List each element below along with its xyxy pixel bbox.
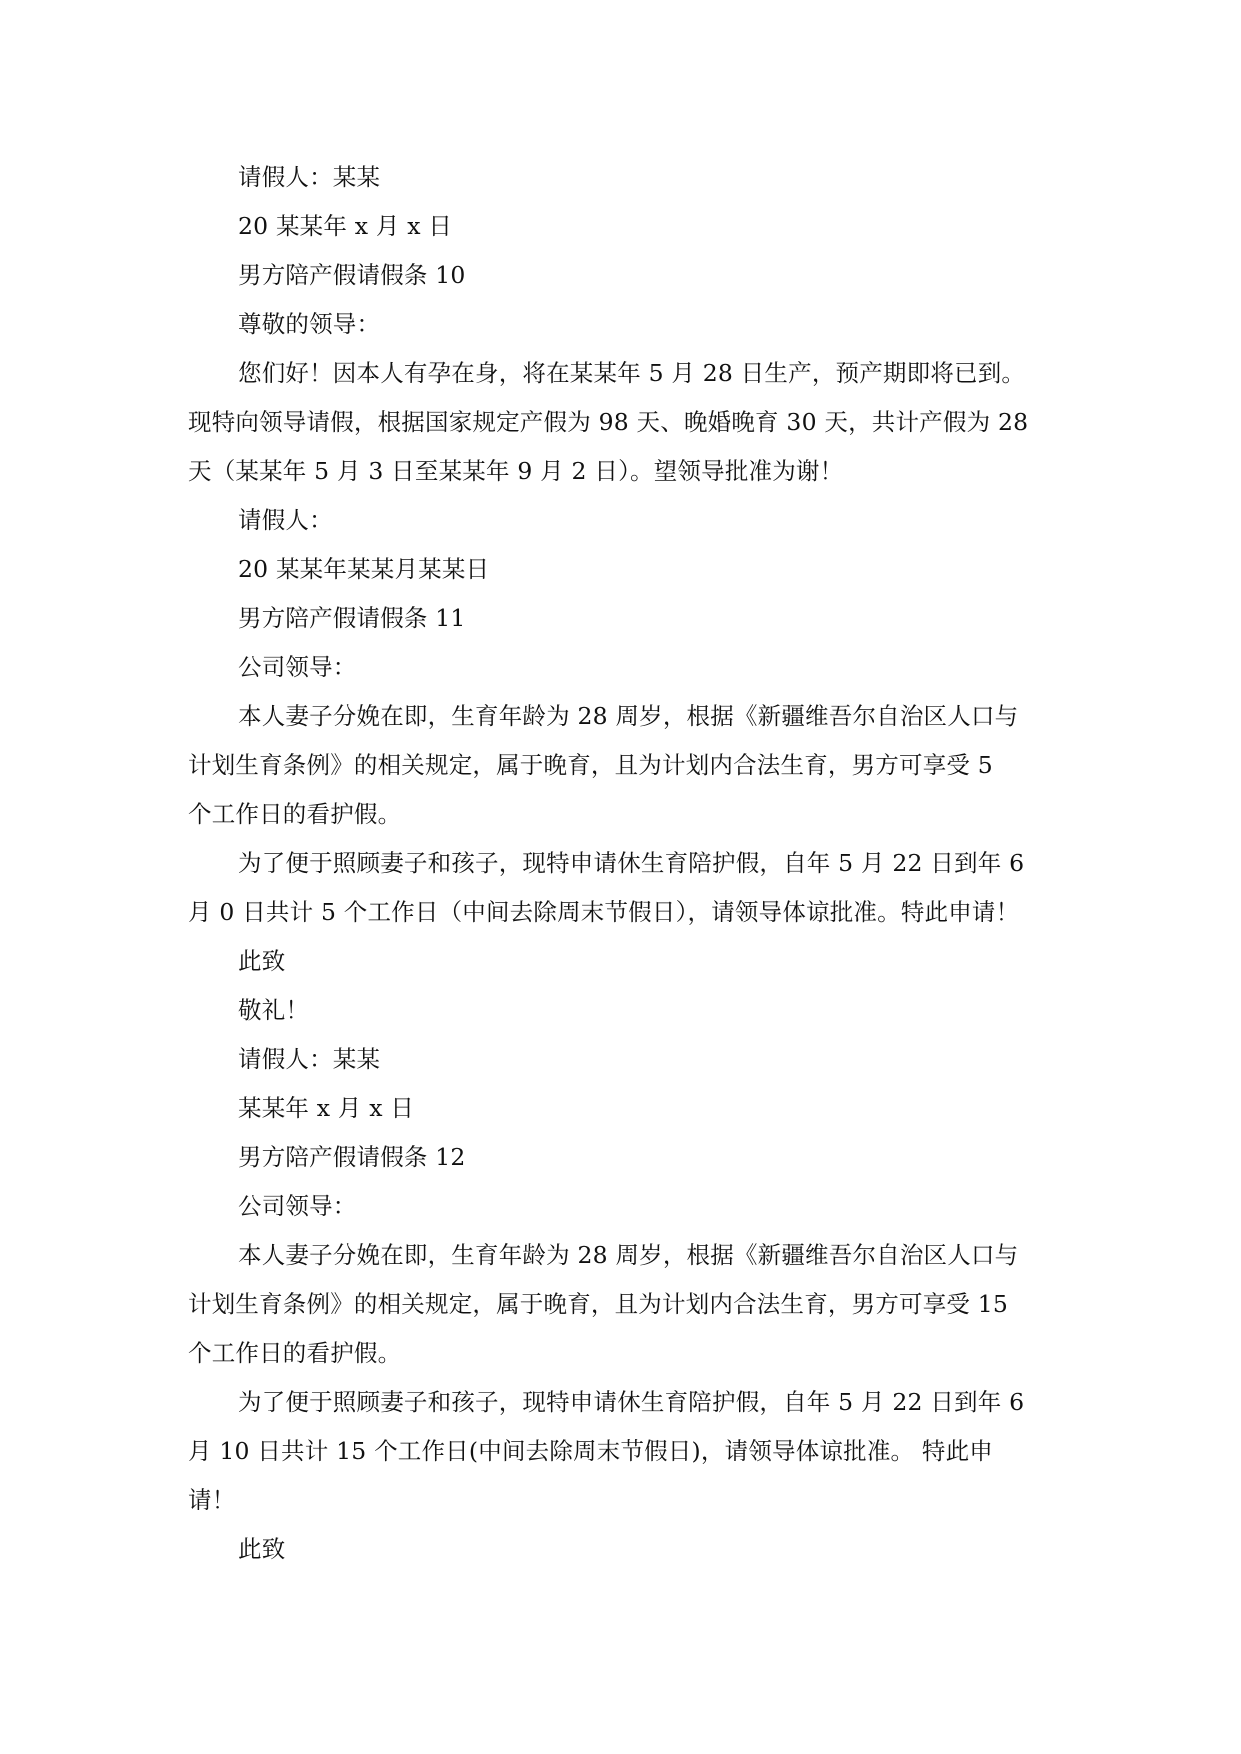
- closing-line: 敬礼！: [238, 996, 310, 1024]
- signer-line: 请假人：某某: [238, 163, 381, 191]
- paragraph-line: 天（某某年 5 月 3 日至某某年 9 月 2 日）。望领导批准为谢！: [188, 457, 844, 485]
- paragraph-line: 个工作日的看护假。: [188, 1339, 402, 1367]
- closing-line: 此致: [238, 947, 286, 975]
- paragraph-line: 本人妻子分娩在即，生育年龄为 28 周岁，根据《新疆维吾尔自治区人口与: [238, 1241, 1019, 1269]
- paragraph-line: 为了便于照顾妻子和孩子，现特申请休生育陪护假，自年 5 月 22 日到年 6: [238, 849, 1025, 877]
- paragraph-line: 请！: [188, 1486, 236, 1514]
- salutation: 尊敬的领导：: [238, 310, 381, 338]
- section-title: 男方陪产假请假条 10: [238, 261, 466, 289]
- date-line: 20 某某年 x 月 x 日: [238, 212, 453, 240]
- section-title: 男方陪产假请假条 11: [238, 604, 466, 632]
- paragraph-line: 本人妻子分娩在即，生育年龄为 28 周岁，根据《新疆维吾尔自治区人口与: [238, 702, 1019, 730]
- document-body: [188, 153, 1058, 1574]
- paragraph-line: 计划生育条例》的相关规定，属于晚育，且为计划内合法生育，男方可享受 5: [188, 751, 993, 779]
- paragraph-line: 个工作日的看护假。: [188, 800, 402, 828]
- paragraph-line: 计划生育条例》的相关规定，属于晚育，且为计划内合法生育，男方可享受 15: [188, 1290, 1009, 1318]
- salutation: 公司领导：: [238, 1192, 357, 1220]
- paragraph-line: 为了便于照顾妻子和孩子，现特申请休生育陪护假，自年 5 月 22 日到年 6: [238, 1388, 1025, 1416]
- paragraph-line: 现特向领导请假，根据国家规定产假为 98 天、晚婚晚育 30 天，共计产假为 28: [188, 408, 1029, 436]
- paragraph-line: 月 10 日共计 15 个工作日(中间去除周末节假日)，请领导体谅批准。 特此申: [188, 1437, 993, 1465]
- date-line: 某某年 x 月 x 日: [238, 1094, 415, 1122]
- signer-line: 请假人：某某: [238, 1045, 381, 1073]
- signer-line: 请假人：: [238, 506, 333, 534]
- salutation: 公司领导：: [238, 653, 357, 681]
- paragraph-line: 您们好！因本人有孕在身，将在某某年 5 月 28 日生产，预产期即将已到。: [238, 359, 1026, 387]
- section-title: 男方陪产假请假条 12: [238, 1143, 466, 1171]
- closing-line: 此致: [238, 1535, 286, 1563]
- paragraph-line: 月 0 日共计 5 个工作日（中间去除周末节假日），请领导体谅批准。特此申请！: [188, 898, 1020, 926]
- date-line: 20 某某年某某月某某日: [238, 555, 490, 583]
